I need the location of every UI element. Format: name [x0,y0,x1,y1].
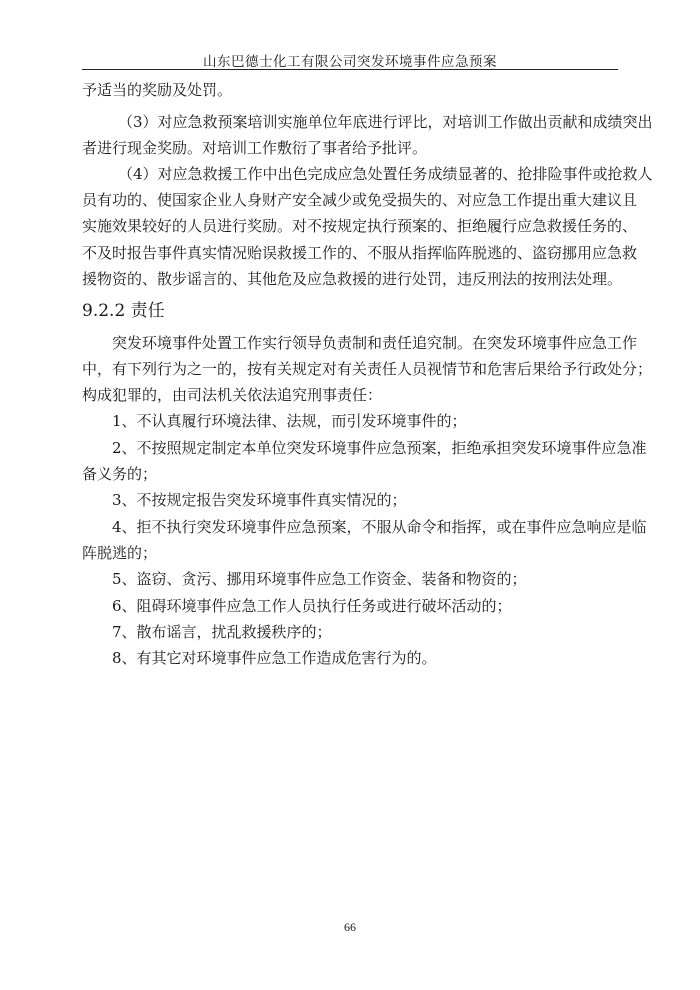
body-line: （3）对应急救预案培训实施单位年底进行评比，对培训工作做出贡献和成绩突出 [118,113,653,131]
body-line: 不及时报告事件真实情况贻误救援工作的、不服从指挥临阵脱逃的、盗窃挪用应急救 [82,244,638,262]
header-divider [82,69,618,70]
list-item-continuation: 阵脱逃的； [82,544,158,562]
page-number: 66 [344,920,356,934]
body-line: （4）对应急救援工作中出色完成应急处置任务成绩显著的、抢排险事件或抢救人 [118,165,653,183]
list-item-continuation: 备义务的； [82,465,158,483]
body-line: 员有功的、使国家企业人身财产安全减少或免受损失的、对应急工作提出重大建议且 [82,191,638,209]
list-item: 5、盗窃、贪污、挪用环境事件应急工作资金、装备和物资的； [112,570,527,588]
list-item: 8、有其它对环境事件应急工作造成危害行为的。 [112,649,437,667]
page-header-title: 山东巴德士化工有限公司突发环境事件应急预案 [203,54,497,70]
body-line: 实施效果较好的人员进行奖励。对不按规定执行预案的、拒绝履行应急救援任务的、 [82,217,638,235]
section-heading: 9.2.2 责任 [82,301,165,321]
body-line: 突发环境事件处置工作实行领导负责制和责任追究制。在突发环境事件应急工作 [112,334,638,352]
list-item: 1、不认真履行环境法律、法规，而引发环境事件的； [112,412,467,430]
list-item: 3、不按规定报告突发环境事件真实情况的； [112,491,407,509]
list-item: 2、不按照规定制定本单位突发环境事件应急预案，拒绝承担突发环境事件应急准 [112,439,647,457]
body-line: 构成犯罪的，由司法机关依法追究刑事责任： [82,386,383,404]
body-line: 者进行现金奖励。对培训工作敷衍了事者给予批评。 [82,139,428,157]
list-item: 6、阻碍环境事件应急工作人员执行任务或进行破坏活动的； [112,597,512,615]
body-line: 援物资的、散步谣言的、其他危及应急救援的进行处罚，违反刑法的按刑法处理。 [82,270,623,288]
body-line: 中，有下列行为之一的，按有关规定对有关责任人员视情节和危害后果给予行政处分； [82,360,653,378]
list-item: 7、散布谣言，扰乱救援秩序的； [112,623,332,641]
list-item: 4、拒不执行突发环境事件应急预案，不服从命令和指挥，或在事件应急响应是临 [112,518,647,536]
body-line: 予适当的奖励及处罚。 [82,81,233,99]
